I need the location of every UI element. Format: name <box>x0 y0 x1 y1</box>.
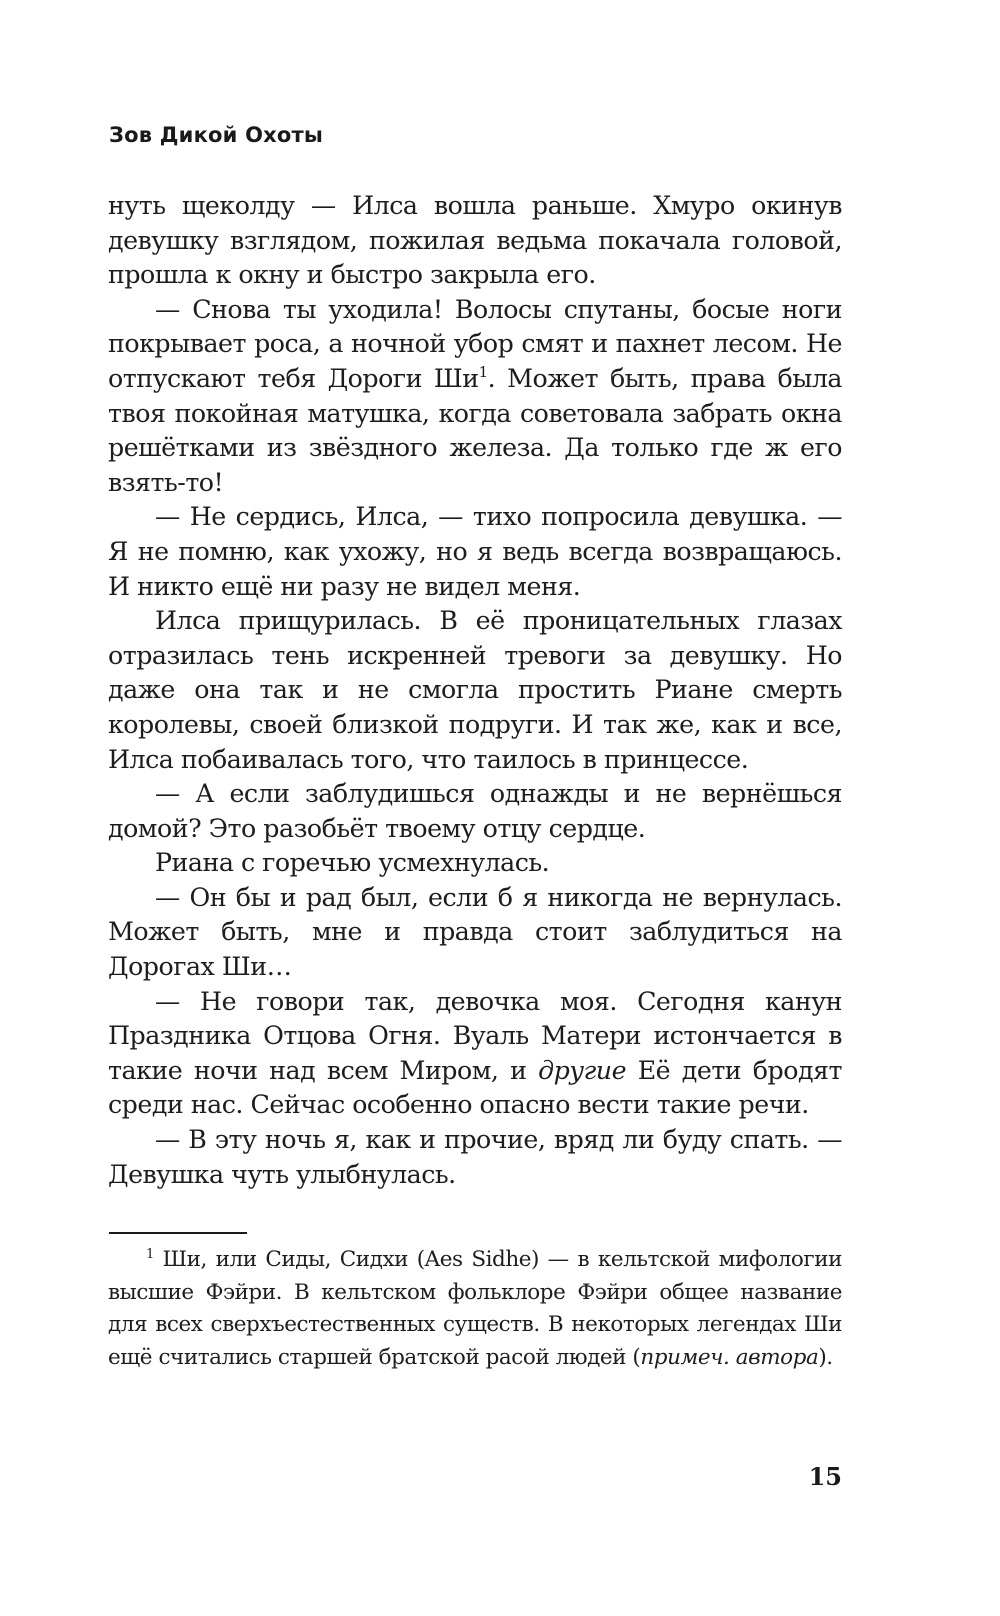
paragraph: Илса прищурилась. В её проницательных глазах отразилась тень искренней тревоги за девушку. Но даже она так и не смогла простить Риане смерть королевы, своей близкой подруги. И так же, как и все, Илса побаивалась того, что таилось в принцессе. <box>108 606 842 774</box>
footnote-divider <box>109 1232 247 1234</box>
footnote-reference[interactable]: 1 <box>478 362 488 381</box>
paragraph <box>108 293 842 501</box>
main-text <box>108 189 842 1192</box>
footnote-block <box>108 1244 842 1374</box>
paragraph: Риана с горечью усмехнулась. <box>155 848 550 878</box>
footnote-emphasis: примеч. автора <box>640 1344 819 1370</box>
paragraph: — В эту ночь я, как и прочие, вряд ли буду спать. — Девушка чуть улыбнулась. <box>108 1125 842 1189</box>
emphasis-text: другие <box>538 1055 627 1085</box>
page-number: 15 <box>808 1462 842 1491</box>
paragraph: — Не сердись, Илса, — тихо попросила девушка. — Я не помню, как ухожу, но я ведь всегда возвращаюсь. И никто ещё ни разу не видел меня. <box>108 502 842 601</box>
footnote-marker: 1 <box>146 1247 154 1262</box>
paragraph-text: Её дети бродят среди нас. Сейчас особенно опасно вести такие речи. <box>108 1055 842 1120</box>
paragraph: — Он бы и рад был, если б я никогда не вернулась. Может быть, мне и правда стоит заблудиться на Дорогах Ши… <box>108 882 842 982</box>
paragraph: — А если заблудишься однажды и не вернёшься домой? Это разобьёт твоему отцу сердце. <box>108 779 842 843</box>
footnote-text: Ши, или Сиды, Сидхи (Aes Sidhe) — в кельтской мифологии высшие Фэйри. В кельтском фольклоре Фэйри общее название для всех сверхъестественных существ. В некоторых легендах Ши ещё считались старшей братской расой людей ( <box>108 1247 842 1370</box>
paragraph: нуть щеколду — Илса вошла раньше. Хмуро окинув девушку взглядом, пожилая ведьма покачала головой, прошла к окну и быстро закрыла его. <box>108 191 842 290</box>
paragraph-text: — Не говори так, девочка моя. Сегодня канун Праздника Отцова Огня. Вуаль Матери истончается в такие ночи над всем Миром, и <box>108 986 842 1085</box>
paragraph-text: — Снова ты уходила! Волосы спутаны, босые ноги покрывает роса, а ночной убор смят и пахнет лесом. Не отпускают тебя Дороги Ши <box>108 294 842 393</box>
paragraph-text: . Может быть, права была твоя покойная матушка, когда советовала забрать окна решётками из звёздного железа. Да только где ж его взять-то! <box>108 363 842 497</box>
footnote <box>108 1244 842 1374</box>
footnote-text: ). <box>818 1344 833 1370</box>
running-title: Зов Дикой Охоты <box>109 123 324 147</box>
paragraph <box>108 985 842 1123</box>
